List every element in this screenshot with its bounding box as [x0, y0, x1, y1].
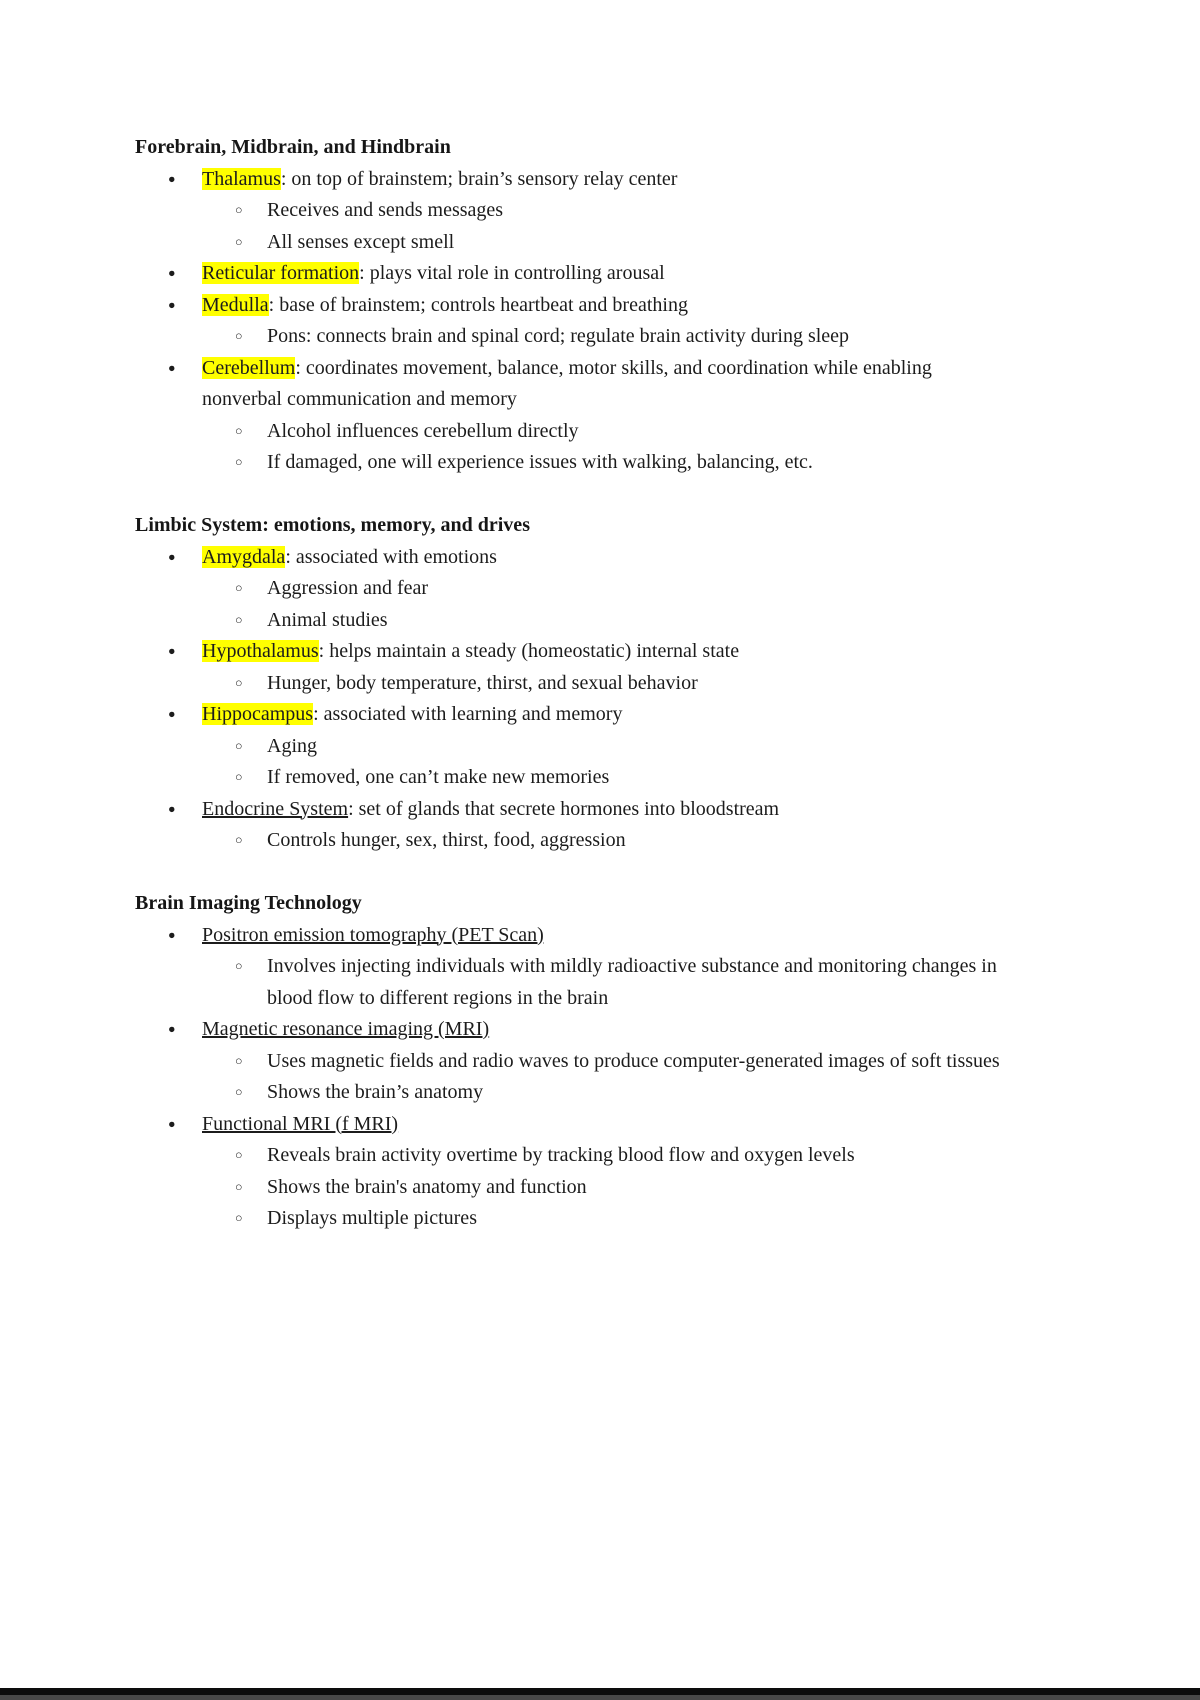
circle-bullet-icon: ○ [235, 329, 243, 343]
sub-list-item [135, 731, 1005, 763]
bullet-icon: ● [168, 171, 176, 186]
sub-item-text: Controls hunger, sex, thirst, food, aggression [267, 829, 626, 851]
list-item-text [202, 920, 1005, 952]
section-limbic-system [135, 510, 1005, 857]
item-description: : associated with emotions [285, 545, 497, 568]
item-description: : on top of brainstem; brain’s sensory relay center [280, 167, 678, 190]
circle-bullet-icon: ○ [235, 1179, 243, 1194]
item-description: : base of brainstem; controls heartbeat and breathing [268, 293, 688, 316]
highlighted-term-hypothalamus: Hypothalamus [202, 640, 319, 662]
circle-bullet-icon: ○ [235, 675, 243, 690]
sub-list-item [135, 416, 1005, 448]
circle-bullet-icon: ○ [235, 1053, 243, 1068]
sub-item-text: Uses magnetic fields and radio waves to produce computer-generated images of soft tissues [267, 1049, 1000, 1072]
bullet-icon: ● [168, 927, 176, 942]
bullet-icon: ● [168, 1116, 176, 1131]
sub-list-item [135, 1140, 1005, 1172]
section-forebrain-midbrain-hindbrain [135, 132, 1005, 479]
list-item-text [202, 699, 1005, 731]
sub-item-text: If removed, one can’t make new memories [267, 766, 610, 788]
bullet-icon: ● [168, 360, 176, 375]
item-description: : coordinates movement, balance, motor skills, and coordination while enabling nonverbal communication and memory [202, 356, 932, 410]
circle-bullet-icon: ○ [235, 612, 243, 627]
highlighted-term-medulla: Medulla [202, 293, 269, 316]
circle-bullet-icon: ○ [235, 959, 243, 973]
sub-list-item [135, 762, 1005, 794]
sub-item-text: Hunger, body temperature, thirst, and sexual behavior [267, 671, 698, 694]
section-heading: Forebrain, Midbrain, and Hindbrain [135, 136, 451, 158]
sub-list-item [135, 1077, 1005, 1109]
list-item-endocrine-system [135, 794, 1005, 826]
highlighted-term-reticular-formation: Reticular formation [202, 262, 360, 284]
sub-item-text: All senses except smell [267, 230, 455, 253]
sub-item-text: Involves injecting individuals with mildly radioactive substance and monitoring changes in blood flow to different regions in the brain [267, 955, 997, 1009]
list-item-text [202, 542, 1005, 574]
circle-bullet-icon: ○ [235, 1085, 243, 1099]
section-heading: Brain Imaging Technology [135, 892, 362, 914]
sub-item-text: Receives and sends messages [267, 199, 504, 221]
bullet-icon: ● [168, 801, 176, 816]
bullet-icon: ● [168, 549, 176, 564]
sub-item-text: Shows the brain's anatomy and function [267, 1175, 587, 1198]
sub-item-text: If damaged, one will experience issues with walking, balancing, etc. [267, 451, 813, 473]
item-description: : helps maintain a steady (homeostatic) internal state [318, 640, 740, 662]
section-heading: Limbic System: emotions, memory, and drives [135, 514, 530, 536]
sub-list-item [135, 321, 1005, 353]
list-item-text [202, 636, 1005, 668]
sub-item-text: Animal studies [267, 608, 388, 631]
bullet-icon: ● [168, 707, 176, 721]
sub-list-item [135, 1172, 1005, 1204]
list-item-text [202, 353, 1005, 416]
circle-bullet-icon: ○ [235, 1148, 243, 1162]
bullet-icon: ● [168, 644, 176, 658]
circle-bullet-icon: ○ [235, 581, 243, 595]
list-item-pet-scan [135, 920, 1005, 952]
sub-item-text: Alcohol influences cerebellum directly [267, 419, 579, 442]
list-item-text [202, 164, 1005, 196]
circle-bullet-icon: ○ [235, 203, 243, 217]
sub-list-item [135, 1046, 1005, 1078]
circle-bullet-icon: ○ [235, 455, 243, 469]
list-item-medulla [135, 290, 1005, 322]
bullet-icon: ● [168, 1022, 176, 1036]
circle-bullet-icon: ○ [235, 1211, 243, 1225]
circle-bullet-icon: ○ [235, 234, 243, 249]
circle-bullet-icon: ○ [235, 738, 243, 753]
bullet-icon: ● [168, 297, 176, 312]
sub-list-item [135, 447, 1005, 479]
list-item-hippocampus [135, 699, 1005, 731]
item-description: : associated with learning and memory [313, 703, 623, 725]
sub-list-item [135, 195, 1005, 227]
underlined-term-mri: Magnetic resonance imaging (MRI) [202, 1018, 490, 1040]
sub-item-text: Shows the brain’s anatomy [267, 1081, 484, 1103]
list-item-text [202, 1014, 1005, 1046]
item-description: : plays vital role in controlling arousal [359, 262, 665, 284]
list-item-reticular-formation [135, 258, 1005, 290]
sub-item-text: Aging [267, 734, 317, 757]
sub-list-item [135, 1203, 1005, 1235]
list-item-cerebellum [135, 353, 1005, 416]
underlined-term-fmri: Functional MRI (f MRI) [202, 1112, 399, 1135]
highlighted-term-amygdala: Amygdala [202, 545, 286, 568]
item-description: : set of glands that secrete hormones into bloodstream [348, 797, 780, 820]
sub-item-text: Pons: connects brain and spinal cord; regulate brain activity during sleep [267, 325, 850, 347]
highlighted-term-thalamus: Thalamus [202, 167, 281, 190]
list-item-text [202, 794, 1005, 826]
highlighted-term-cerebellum: Cerebellum [202, 356, 296, 379]
bullet-icon: ● [168, 266, 176, 280]
section-brain-imaging-technology [135, 888, 1005, 1235]
list-item-text [202, 290, 1005, 322]
sub-item-text: Aggression and fear [267, 577, 429, 599]
list-item-fmri [135, 1109, 1005, 1141]
sub-list-item [135, 605, 1005, 637]
underlined-term-endocrine-system: Endocrine System [202, 797, 349, 820]
list-item-text [202, 258, 1005, 290]
circle-bullet-icon: ○ [235, 770, 243, 784]
list-item-hypothalamus [135, 636, 1005, 668]
circle-bullet-icon: ○ [235, 423, 243, 438]
sub-list-item [135, 668, 1005, 700]
list-item-amygdala [135, 542, 1005, 574]
sub-list-item [135, 573, 1005, 605]
list-item-mri [135, 1014, 1005, 1046]
underlined-term-pet-scan: Positron emission tomography (PET Scan) [202, 923, 544, 946]
window-bottom-edge [0, 1686, 1200, 1700]
document-content [135, 132, 1005, 1235]
sub-item-text: Reveals brain activity overtime by tracking blood flow and oxygen levels [267, 1144, 855, 1166]
list-item-text [202, 1109, 1005, 1141]
sub-list-item [135, 825, 1005, 857]
list-item-thalamus [135, 164, 1005, 196]
circle-bullet-icon: ○ [235, 833, 243, 847]
highlighted-term-hippocampus: Hippocampus [202, 703, 314, 725]
sub-list-item [135, 951, 1005, 1014]
sub-item-text: Displays multiple pictures [267, 1207, 477, 1229]
sub-list-item [135, 227, 1005, 259]
